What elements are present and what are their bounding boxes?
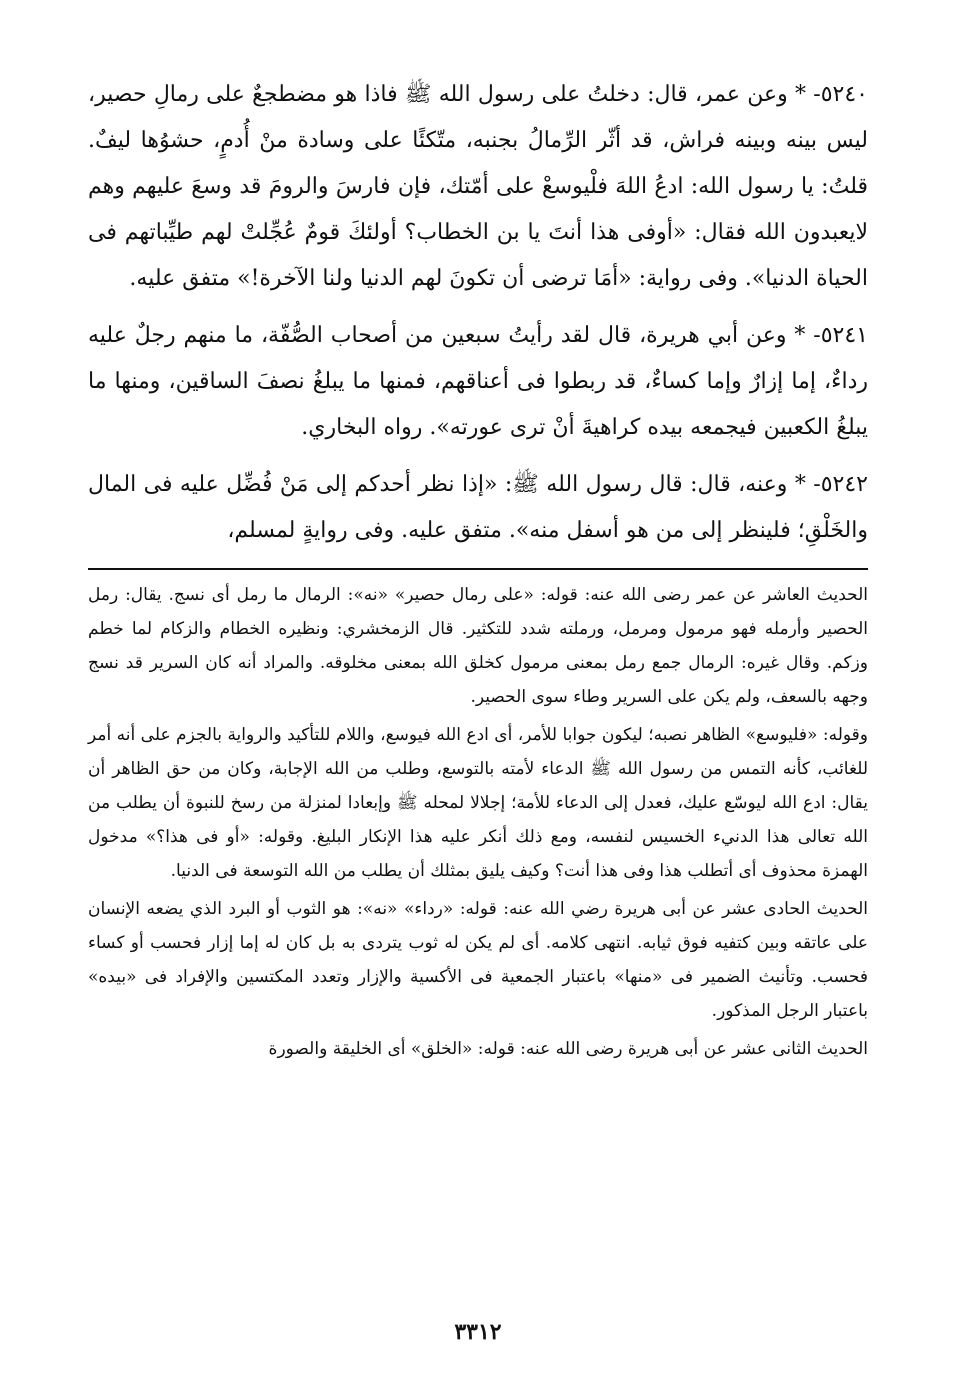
- hadith-5241: ٥٢٤١- * وعن أبي هريرة، قال لقد رأيتُ سبعين من أصحاب الصُّفّة، ما منهم رجلٌ عليه رداءٌ، إما إزارٌ وإما كساءٌ، قد ربطوا فى أعناقهم، فمنها ما يبلغُ نصفَ الساقين، ومنها ما يبلغُ الكعبين فيجمعه بيده كراهيةَ أنْ ترى عورته». رواه البخاري.: [88, 323, 868, 440]
- commentary-notes: [88, 578, 868, 1066]
- note-hadith-11: الحديث الحادى عشر عن أبى هريرة رضي الله عنه: قوله: «رداء» «نه»: هو الثوب أو البرد الذي يضعه الإنسان على عاتقه وبين كتفيه فوق ثيابه. انتهى كلامه. أى لم يكن له ثوب يتردى به بل كان له إما إزار فحسب أو كساء فحسب. وتأنيث الضمير فى «منها» باعتبار الجمعية فى الأكسية والإزار وتعدد المكتسين والإفراد فى «بيده» باعتبار الرجل المذكور.: [88, 899, 868, 1021]
- hadith-5240: ٥٢٤٠- * وعن عمر، قال: دخلتُ على رسول الله ﷺ فاذا هو مضطجعٌ على رمالِ حصير، ليس بينه وبينه فراش، قد أثّر الرِّمالُ بجنبه، متّكئًا على وسادة منْ أُدمٍ، حشوُها ليفٌ. قلتُ: يا رسول الله: ادعُ اللهَ فلْيوسعْ على أمّتك، فإن فارسَ والرومَ قد وسعَ عليهم وهم لايعبدون الله فقال: «أوفى هذا أنتَ يا بن الخطاب؟ أولئكَ قومٌ عُجِّلتْ لهم طيِّباتهم فى الحياة الدنيا». وفى رواية: «أمَا ترضى أن تكونَ لهم الدنيا ولنا الآخرة!» متفق عليه.: [88, 82, 868, 291]
- main-text: [88, 72, 868, 554]
- note-hadith-10-a: الحديث العاشر عن عمر رضى الله عنه: قوله: «على رمال حصير» «نه»: الرمال ما رمل أى نسج. يقال: رمل الحصير وأرمله فهو مرمول ومرمل، ورملته شدد للتكثير. قال الزمخشري: ونظيره الخطام والزكام لما خطم وزكم. وقال غيره: الرمال جمع رمل بمعنى مرمول كخلق الله بمعنى مخلوقه. والمراد أنه كان السرير قد نسج وجهه بالسعف، ولم يكن على السرير وطاء سوى الحصير.: [88, 585, 868, 707]
- note-hadith-10-b: وقوله: «فليوسع» الظاهر نصبه؛ ليكون جوابا للأمر، أى ادع الله فيوسع، واللام للتأكيد والرواية بالجزم على أنه أمر للغائب، كأنه التمس من رسول الله ﷺ الدعاء لأمته بالتوسع، وطلب من الله الإجابة، وكان من حق الظاهر أن يقال: ادع الله ليوسّع عليك، فعدل إلى الدعاء للأمة؛ إجلالا لمحله ﷺ وإبعادا لمنزلة من رسخ للنبوة أن يطلب من الله تعالى هذا الدنيء الخسيس لنفسه، ومع ذلك أنكر عليه هذا الإنكار البليغ. وقوله: «أو فى هذا؟» مدخول الهمزة محذوف أى أتطلب هذا وفى هذا أنت؟ وكيف يليق بمثلك أن يطلب من الله التوسعة فى الدنيا.: [88, 725, 868, 881]
- note-hadith-12: الحديث الثانى عشر عن أبى هريرة رضى الله عنه: قوله: «الخلق» أى الخليقة والصورة: [268, 1039, 868, 1059]
- footnote-divider: [88, 568, 868, 570]
- hadith-5242: ٥٢٤٢- * وعنه، قال: قال رسول الله ﷺ: «إذا نظر أحدكم إلى مَنْ فُضِّل عليه فى المال والخَلْقِ؛ فلينظر إلى من هو أسفل منه». متفق عليه. وفى روايةٍ لمسلم،: [88, 472, 868, 543]
- page-number: ٣٣١٢: [454, 1319, 502, 1345]
- document-page: [88, 72, 868, 1372]
